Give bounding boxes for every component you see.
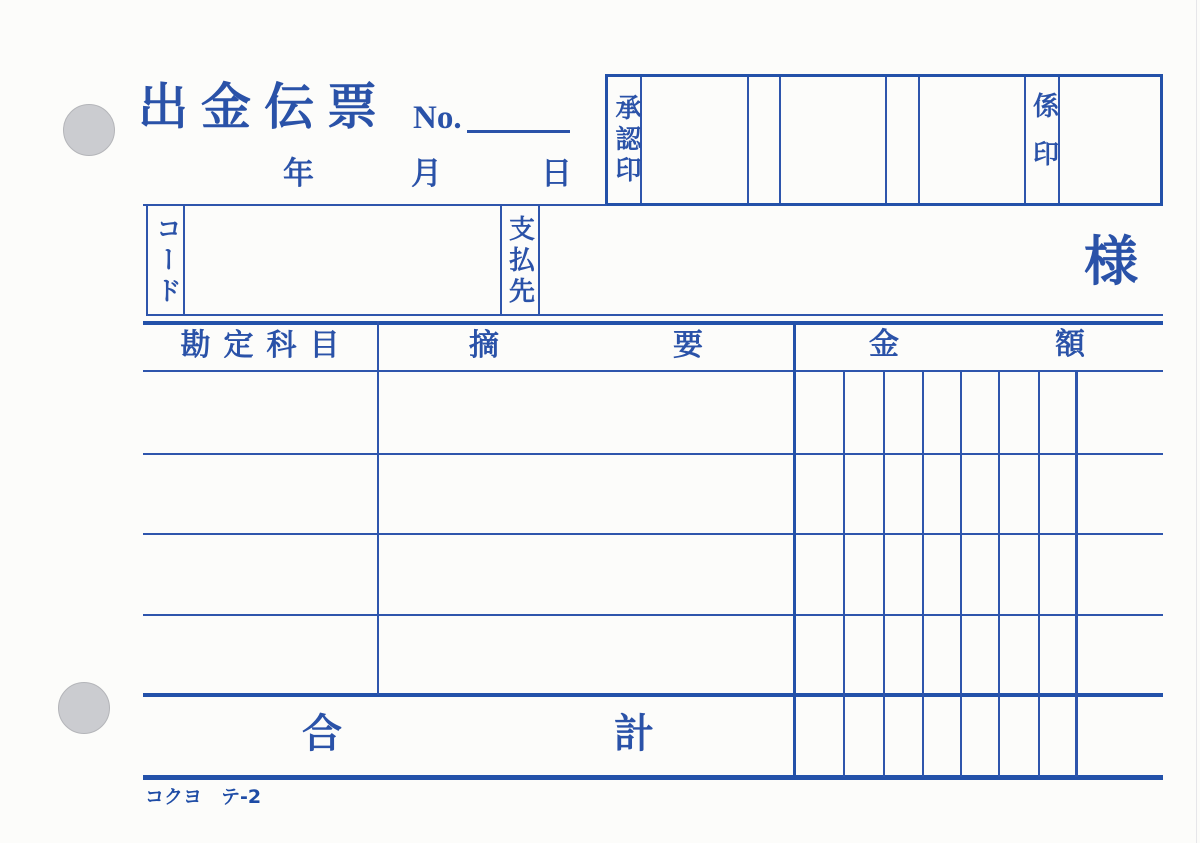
approval-stamp-cell-2 bbox=[781, 77, 885, 203]
amount-digit-divider-emphasis bbox=[1075, 370, 1078, 777]
staff-seal-label: 係印 bbox=[1029, 92, 1059, 188]
amount-column-left-border bbox=[793, 321, 796, 780]
amount-digit-divider bbox=[883, 370, 885, 777]
code-label-divider bbox=[183, 205, 185, 315]
approval-seal-box bbox=[605, 74, 1163, 206]
amount-header-char: 額 bbox=[1055, 328, 1085, 361]
approval-stamp-cell-3 bbox=[920, 77, 1024, 203]
table-header-bottom-border bbox=[143, 370, 1163, 372]
code-box-left-border bbox=[146, 204, 148, 316]
table-top-border bbox=[143, 321, 1163, 325]
approval-box-divider bbox=[885, 77, 887, 203]
summary-header-char: 要 bbox=[673, 329, 703, 362]
punch-hole-top bbox=[63, 104, 115, 156]
total-row-top-border bbox=[143, 693, 1163, 697]
code-label: コード bbox=[152, 214, 182, 308]
account-summary-divider bbox=[377, 321, 379, 695]
approval-seal-label: 承認印 bbox=[612, 93, 641, 187]
table-row-line bbox=[143, 453, 1163, 455]
amount-digit-divider bbox=[843, 370, 845, 777]
staff-stamp-cell bbox=[1060, 77, 1160, 203]
year-label: 年 bbox=[283, 156, 314, 191]
total-label-char: 計 bbox=[614, 711, 654, 756]
approval-box-divider bbox=[1024, 77, 1026, 203]
amount-digit-divider bbox=[998, 370, 1000, 777]
day-label: 日 bbox=[541, 156, 572, 191]
amount-digit-divider bbox=[922, 370, 924, 777]
amount-digit-divider bbox=[960, 370, 962, 777]
manufacturer-product-code: コクヨ テ-2 bbox=[145, 786, 262, 808]
form-title: 出金伝票 bbox=[138, 79, 390, 135]
punch-hole-bottom bbox=[58, 682, 110, 734]
table-row-line bbox=[143, 614, 1163, 616]
paper-edge-shadow bbox=[1196, 0, 1197, 843]
slip-number-entry-line bbox=[467, 130, 570, 133]
month-label: 月 bbox=[411, 156, 442, 191]
approval-box-divider bbox=[747, 77, 749, 203]
total-label-char: 合 bbox=[302, 711, 342, 756]
payee-label-right-divider bbox=[538, 205, 540, 315]
table-row-line bbox=[143, 533, 1163, 535]
approval-stamp-cell-1 bbox=[642, 77, 747, 203]
amount-header-char: 金 bbox=[869, 328, 899, 361]
table-bottom-border bbox=[143, 775, 1163, 780]
code-row-bottom-border bbox=[146, 314, 1163, 316]
summary-header-char: 摘 bbox=[469, 329, 499, 362]
honorific-sama-label: 様 bbox=[1084, 232, 1138, 292]
slip-number-label: No. bbox=[413, 100, 462, 136]
account-title-header: 勘定科目 bbox=[180, 329, 353, 362]
amount-digit-divider bbox=[1038, 370, 1040, 777]
payee-label: 支払先 bbox=[505, 214, 535, 308]
